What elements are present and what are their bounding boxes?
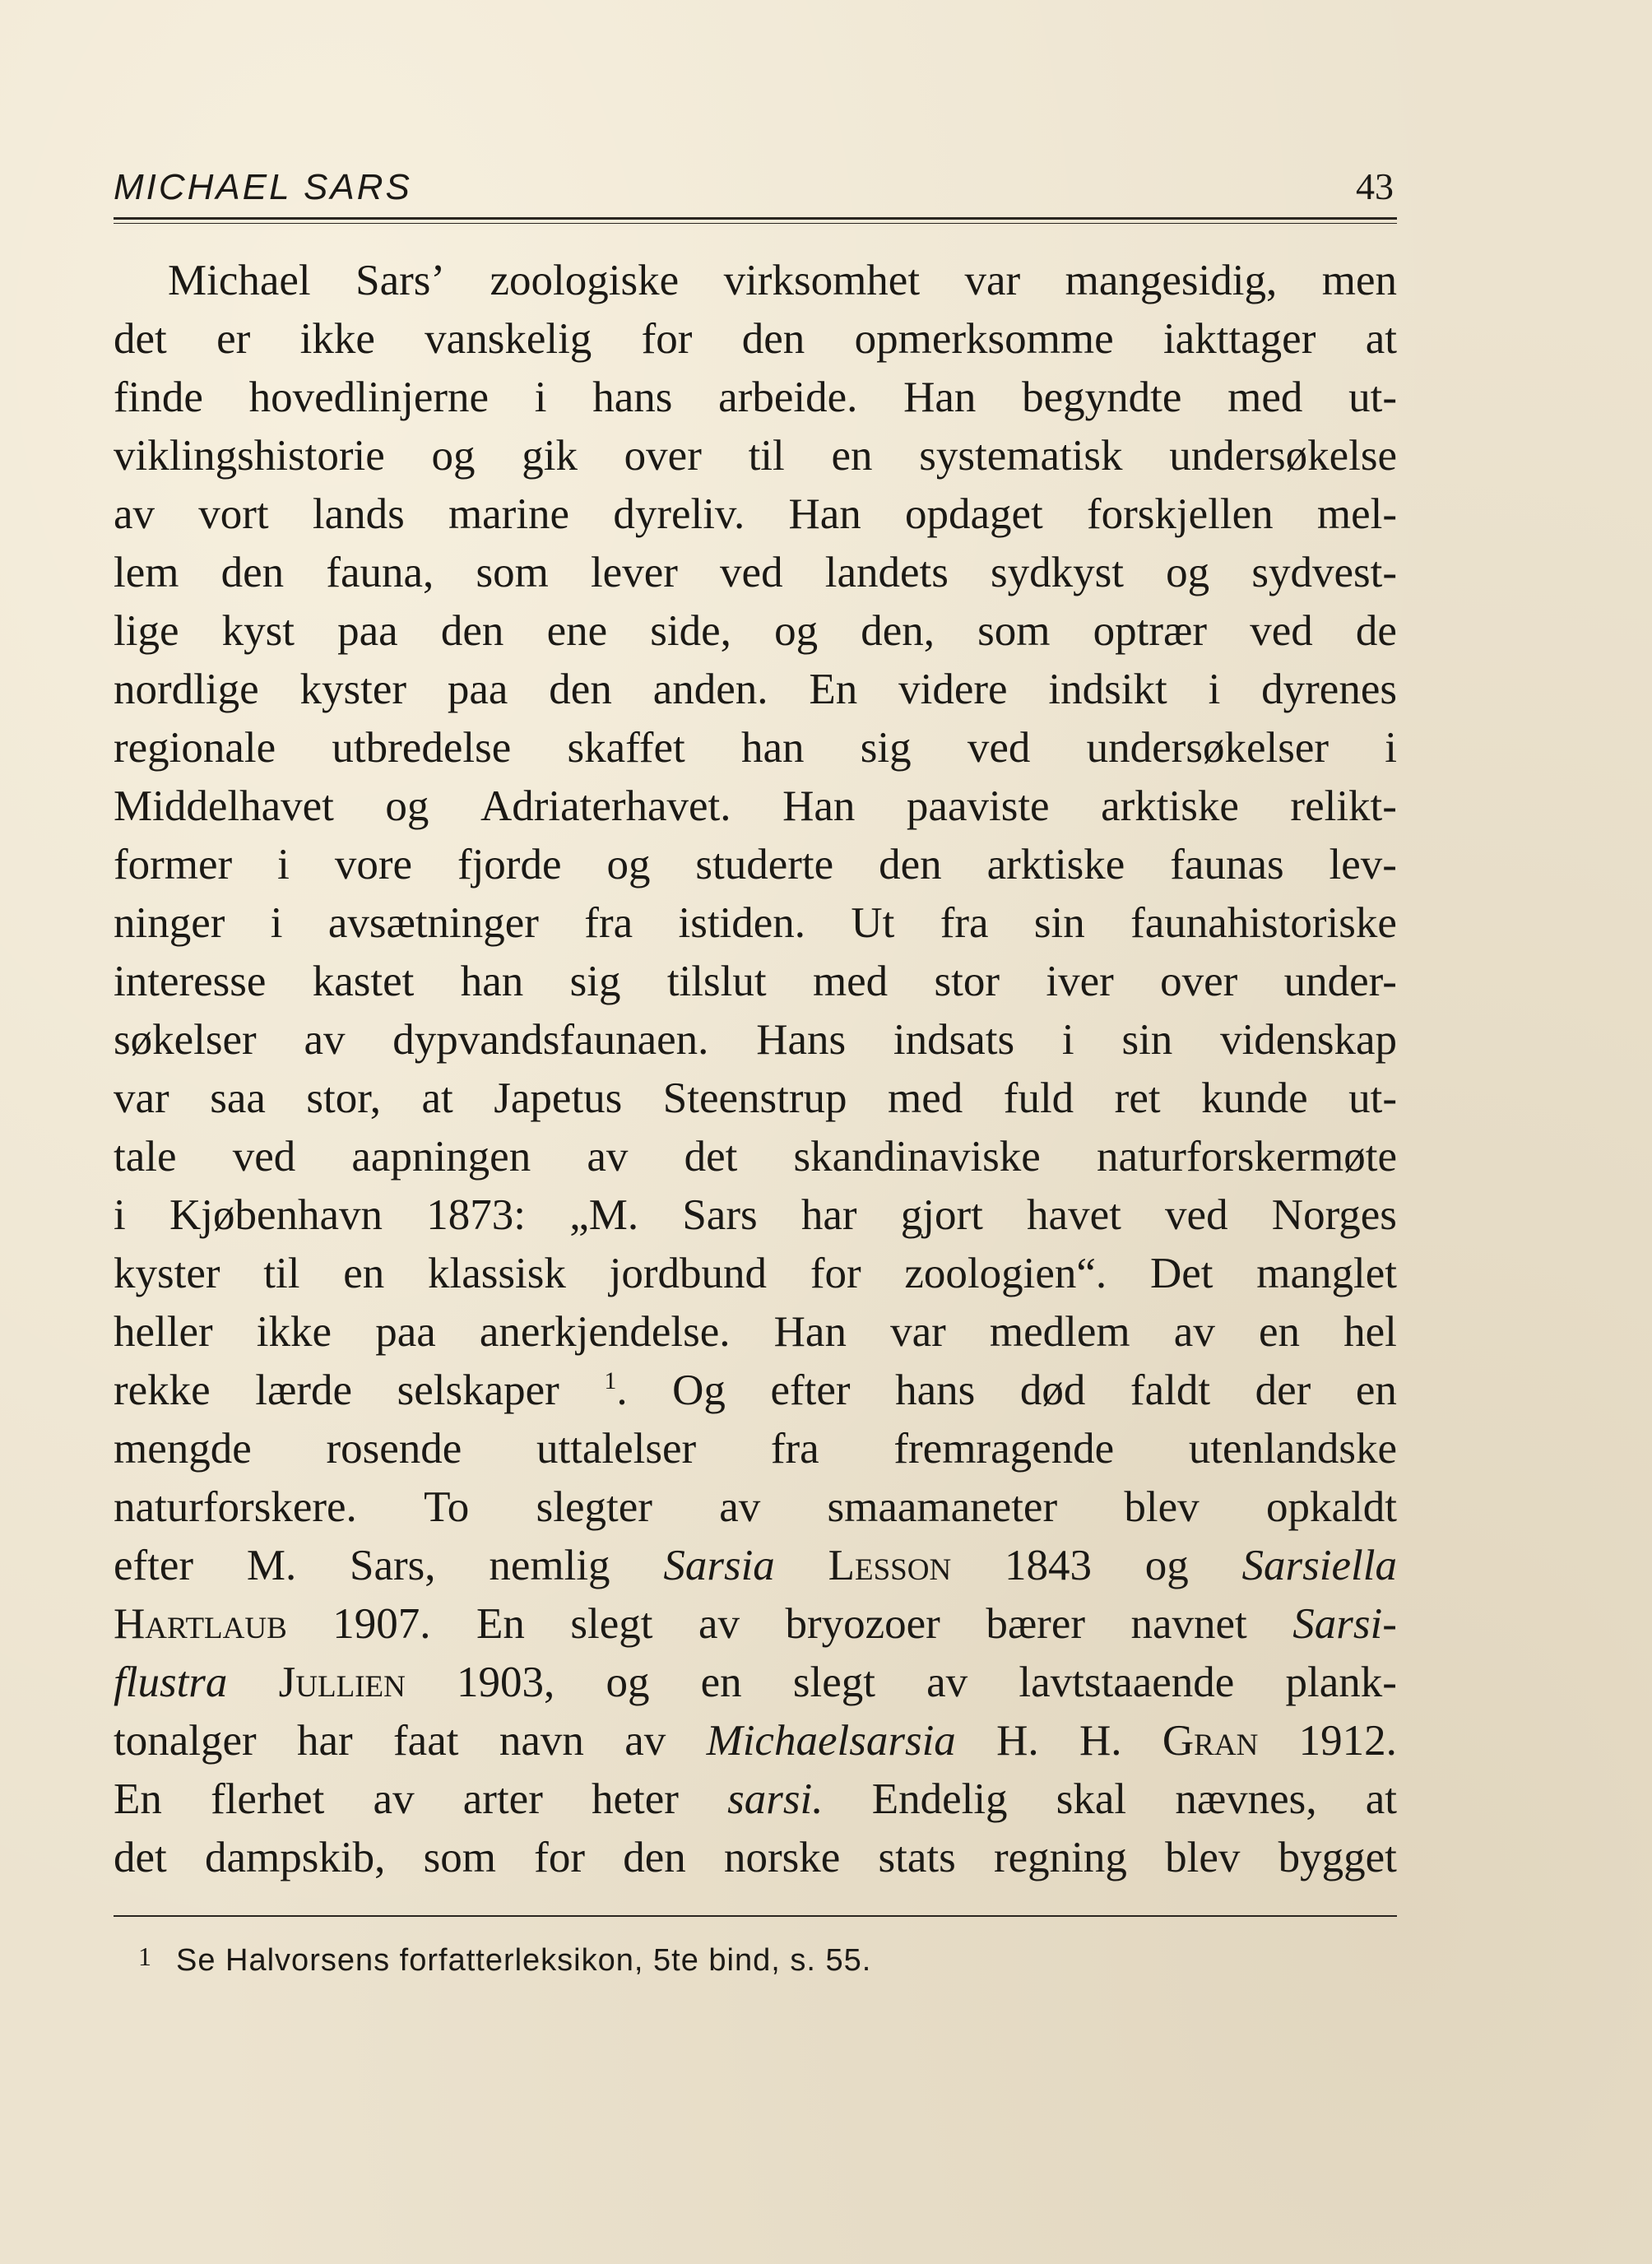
word: kunde xyxy=(1201,1074,1308,1122)
word: Japetus xyxy=(494,1074,623,1122)
word: forskjellen xyxy=(1087,490,1274,538)
word: og xyxy=(1144,1542,1189,1589)
word: klassisk xyxy=(428,1250,566,1297)
genus-name-sarsiflustra-end: flustra xyxy=(114,1659,228,1706)
running-title: MICHAEL SARS xyxy=(114,167,412,207)
word: Adriaterhavet. xyxy=(480,782,731,830)
text-line xyxy=(114,661,1397,719)
word: død xyxy=(1019,1366,1086,1414)
word: hans xyxy=(895,1366,976,1414)
text-line xyxy=(114,310,1397,369)
word: tale xyxy=(114,1133,177,1181)
word: arktiske xyxy=(1101,782,1239,830)
word: gjort xyxy=(900,1191,983,1239)
word: kyster xyxy=(114,1250,220,1297)
word: som xyxy=(423,1834,496,1881)
word: av xyxy=(114,490,155,538)
text-line xyxy=(114,252,1397,310)
word: . xyxy=(616,1366,628,1414)
word: avsætninger xyxy=(327,899,539,947)
word: utbredelse xyxy=(332,724,512,772)
word: lem xyxy=(114,549,179,596)
word: slegt xyxy=(792,1659,875,1706)
word: blev xyxy=(1165,1834,1241,1881)
word: av xyxy=(926,1659,968,1706)
word: side, xyxy=(650,607,731,655)
word: sin xyxy=(1121,1016,1173,1064)
word: i xyxy=(270,899,283,947)
word: var xyxy=(114,1074,169,1122)
word: var xyxy=(964,257,1021,304)
word: En xyxy=(114,1775,162,1823)
word: til xyxy=(748,432,785,480)
word: 1843 xyxy=(1004,1542,1092,1589)
word: en xyxy=(1258,1308,1300,1356)
page-number: 43 xyxy=(1356,165,1394,207)
word: anden. xyxy=(652,666,768,713)
word: dyrenes xyxy=(1261,666,1397,713)
word: i xyxy=(534,373,547,421)
word: lige xyxy=(114,607,179,655)
word: Og xyxy=(672,1366,726,1414)
word: nemlig xyxy=(489,1542,610,1589)
word: virksomhet xyxy=(723,257,921,304)
word: en xyxy=(343,1250,385,1297)
word: paa xyxy=(337,607,398,655)
word: dypvandsfaunaen. xyxy=(392,1016,709,1064)
word: Det xyxy=(1149,1250,1213,1297)
word: skal xyxy=(1056,1775,1127,1823)
word: har xyxy=(297,1717,353,1765)
word: stor, xyxy=(306,1074,382,1122)
word: 1873: xyxy=(426,1191,526,1239)
word: som xyxy=(977,607,1051,655)
word: at xyxy=(1365,1775,1397,1823)
word: og xyxy=(606,1659,650,1706)
word: vort xyxy=(198,490,269,538)
word: var xyxy=(890,1308,946,1356)
word: paa xyxy=(375,1308,436,1356)
word: ninger xyxy=(114,899,225,947)
word: selskaper xyxy=(397,1366,559,1414)
word: fra xyxy=(584,899,633,947)
word: Kjøbenhavn xyxy=(169,1191,383,1239)
word: over xyxy=(1160,958,1238,1005)
word: søkelser xyxy=(114,1016,257,1064)
word: heter xyxy=(592,1775,679,1823)
word: fremragende xyxy=(893,1425,1115,1473)
text-line xyxy=(114,777,1397,836)
text-line xyxy=(114,1537,1397,1595)
word: slegter xyxy=(536,1483,652,1531)
word: for xyxy=(810,1250,861,1297)
text-line xyxy=(114,1011,1397,1069)
word: en xyxy=(700,1659,742,1706)
word: ved xyxy=(232,1133,296,1181)
word: den xyxy=(623,1834,686,1881)
word: Endelig xyxy=(871,1775,1008,1823)
word: det xyxy=(114,315,167,363)
word: dampskib, xyxy=(204,1834,386,1881)
word: lands xyxy=(312,490,405,538)
word: at xyxy=(1365,315,1397,363)
word: sydkyst xyxy=(991,549,1124,596)
word: det xyxy=(684,1133,738,1181)
word: bærer xyxy=(986,1600,1085,1648)
text-line xyxy=(114,1654,1397,1712)
word: nævnes, xyxy=(1175,1775,1317,1823)
word: vore xyxy=(334,841,412,888)
word: arter xyxy=(462,1775,543,1823)
word: sig xyxy=(860,724,912,772)
word: jordbund xyxy=(609,1250,768,1297)
author-name-hartlaub: Hartlaub xyxy=(114,1600,287,1648)
word: paa xyxy=(447,666,508,713)
word: den xyxy=(220,549,285,596)
word: og xyxy=(606,841,651,888)
word: faat xyxy=(393,1717,459,1765)
word: fauna, xyxy=(326,549,434,596)
word: saa xyxy=(210,1074,266,1122)
text-line xyxy=(114,1186,1397,1245)
word: hovedlinjerne xyxy=(248,373,490,421)
word: istiden. xyxy=(678,899,806,947)
word: 1912. xyxy=(1298,1717,1397,1765)
word: En xyxy=(809,666,858,713)
word: 1903, xyxy=(457,1659,555,1706)
text-line xyxy=(114,602,1397,661)
word: smaamaneter xyxy=(827,1483,1058,1531)
text-line xyxy=(114,836,1397,894)
word: mangesidig, xyxy=(1065,257,1278,304)
word: systematisk xyxy=(919,432,1123,480)
word: og xyxy=(385,782,429,830)
author-name-lesson: Lesson xyxy=(828,1542,952,1589)
word: gik xyxy=(522,432,578,480)
author-name-gran: Gran xyxy=(1162,1717,1259,1765)
word: H. xyxy=(996,1717,1039,1765)
word: manglet xyxy=(1256,1250,1397,1297)
word: viklingshistorie xyxy=(114,432,385,480)
word: M. xyxy=(246,1542,297,1589)
word: 1907. xyxy=(332,1600,431,1648)
word: den, xyxy=(861,607,935,655)
word: Steenstrup xyxy=(662,1074,847,1122)
words-with-footnote: 1. xyxy=(604,1362,627,1420)
word: videnskap xyxy=(1220,1016,1397,1064)
word: stor xyxy=(934,958,1000,1005)
text-line xyxy=(114,1770,1397,1829)
word: Han xyxy=(773,1308,847,1356)
word: begyndte xyxy=(1022,373,1182,421)
word: fjorde xyxy=(457,841,562,888)
word: i xyxy=(277,841,290,888)
word: skaffet xyxy=(567,724,685,772)
word: skandinaviske xyxy=(793,1133,1041,1181)
word: aapningen xyxy=(351,1133,531,1181)
word: og xyxy=(1166,549,1210,596)
text-line xyxy=(114,1128,1397,1186)
word: arktiske xyxy=(986,841,1125,888)
text-line xyxy=(114,369,1397,427)
word: for xyxy=(641,315,693,363)
word: efter xyxy=(770,1366,851,1414)
word: det xyxy=(114,1834,167,1881)
word: og xyxy=(774,607,819,655)
word: sydvest- xyxy=(1251,549,1397,596)
word: av xyxy=(624,1717,666,1765)
word: iver xyxy=(1046,958,1114,1005)
word: optrær xyxy=(1093,607,1208,655)
word: den xyxy=(879,841,942,888)
word: norske xyxy=(723,1834,841,1881)
word: over xyxy=(624,432,702,480)
word: uttalelser xyxy=(536,1425,697,1473)
word: ut- xyxy=(1348,1074,1397,1122)
word: kyster xyxy=(299,666,407,713)
word: hel xyxy=(1343,1308,1397,1356)
word: faunas xyxy=(1170,841,1284,888)
body-text xyxy=(114,252,1397,1887)
footnote xyxy=(114,1942,1397,1979)
word: ved xyxy=(1165,1191,1228,1239)
word: indsikt xyxy=(1048,666,1167,713)
word: tilslut xyxy=(666,958,767,1005)
word: den xyxy=(440,607,504,655)
word: havet xyxy=(1027,1191,1121,1239)
word: interesse xyxy=(114,958,267,1005)
word: av xyxy=(719,1483,761,1531)
text-line xyxy=(114,1362,1397,1420)
word: Sars’ xyxy=(355,257,446,304)
word: han xyxy=(460,958,524,1005)
word: av xyxy=(373,1775,415,1823)
word: zoologiske xyxy=(490,257,680,304)
word: for xyxy=(534,1834,585,1881)
word: den xyxy=(741,315,805,363)
word: faunahistoriske xyxy=(1130,899,1397,947)
word: utenlandske xyxy=(1188,1425,1397,1473)
word: en xyxy=(831,432,873,480)
word: kyst xyxy=(221,607,295,655)
word: rosende xyxy=(326,1425,462,1473)
genus-name-sarsia: Sarsia xyxy=(663,1542,775,1589)
text-line xyxy=(114,1595,1397,1654)
word: iakttager xyxy=(1162,315,1316,363)
text-line xyxy=(114,719,1397,777)
word: mel- xyxy=(1316,490,1397,538)
word: plank- xyxy=(1285,1659,1397,1706)
word: marine xyxy=(448,490,570,538)
word: opkaldt xyxy=(1265,1483,1397,1531)
text-line xyxy=(114,427,1397,485)
word: Han xyxy=(788,490,861,538)
word: Middelhavet xyxy=(114,782,334,830)
word: ut- xyxy=(1348,373,1397,421)
word: mengde xyxy=(114,1425,252,1473)
word: han xyxy=(740,724,805,772)
word: heller xyxy=(114,1308,213,1356)
word: bryozoer xyxy=(785,1600,940,1648)
word: men xyxy=(1321,257,1397,304)
word: regionale xyxy=(114,724,276,772)
word: Sars, xyxy=(350,1542,436,1589)
word: er xyxy=(216,315,251,363)
word: i xyxy=(1208,666,1221,713)
word: finde xyxy=(114,373,203,421)
word: ene xyxy=(546,607,608,655)
word: Norges xyxy=(1271,1191,1397,1239)
word: undersøkelser xyxy=(1086,724,1329,772)
word: i xyxy=(1385,724,1397,772)
word: vanskelig xyxy=(425,315,592,363)
word: bygget xyxy=(1278,1834,1397,1881)
word: med xyxy=(888,1074,963,1122)
text-line xyxy=(114,544,1397,602)
word: landets xyxy=(824,549,949,596)
word: har xyxy=(800,1191,857,1239)
text-line xyxy=(114,1478,1397,1537)
word: slegt xyxy=(570,1600,653,1648)
word: indsats xyxy=(893,1016,1015,1064)
word: relikt- xyxy=(1290,782,1397,830)
word: lærde xyxy=(255,1366,353,1414)
word: under- xyxy=(1283,958,1397,1005)
text-line xyxy=(114,1303,1397,1362)
text-line xyxy=(114,485,1397,544)
word: naturforskere. xyxy=(114,1483,357,1531)
word: navn xyxy=(499,1717,584,1765)
word: opmerksomme xyxy=(854,315,1114,363)
word: H. xyxy=(1079,1717,1122,1765)
word: ved xyxy=(720,549,783,596)
word: der xyxy=(1255,1366,1311,1414)
word: opdaget xyxy=(905,490,1043,538)
word: til xyxy=(263,1250,300,1297)
genus-name-sarsiflustra-part: Sarsi- xyxy=(1292,1600,1397,1648)
word: videre xyxy=(898,666,1008,713)
word: lever xyxy=(590,549,678,596)
word: den xyxy=(549,666,612,713)
word: En xyxy=(476,1600,525,1648)
word: studerte xyxy=(695,841,834,888)
word: fuld xyxy=(1003,1074,1074,1122)
word: naturforskermøte xyxy=(1097,1133,1397,1181)
word: ikke xyxy=(299,315,375,363)
word: „M. xyxy=(569,1191,639,1239)
word: at xyxy=(421,1074,453,1122)
word: kastet xyxy=(312,958,415,1005)
text-line xyxy=(114,1245,1397,1303)
footnote-text: Se Halvorsens forfatterleksikon, 5te bind, s. 55. xyxy=(176,1943,872,1978)
word: medlem xyxy=(989,1308,1130,1356)
word: fra xyxy=(770,1425,819,1473)
word: ret xyxy=(1114,1074,1161,1122)
word: Ut xyxy=(851,899,895,947)
word: sig xyxy=(569,958,621,1005)
word: stats xyxy=(878,1834,956,1881)
word: Michael xyxy=(168,257,311,304)
word: lev- xyxy=(1329,841,1397,888)
word: Han xyxy=(903,373,977,421)
species-name-sarsi: sarsi. xyxy=(727,1775,824,1823)
word: tonalger xyxy=(114,1717,257,1765)
word: Sars xyxy=(682,1191,758,1239)
word: anerkjendelse. xyxy=(479,1308,731,1356)
word: Han xyxy=(782,782,856,830)
word: To xyxy=(424,1483,470,1531)
genus-name-sarsiella: Sarsiella xyxy=(1241,1542,1397,1589)
word: fra xyxy=(940,899,989,947)
text-line xyxy=(114,1829,1397,1887)
text-line xyxy=(114,1069,1397,1128)
word: og xyxy=(431,432,476,480)
running-head xyxy=(114,156,1397,206)
word: av xyxy=(587,1133,629,1181)
word: sin xyxy=(1033,899,1085,947)
word: av xyxy=(698,1600,740,1648)
word: efter xyxy=(114,1542,194,1589)
text-line xyxy=(114,1712,1397,1770)
word: rekke xyxy=(114,1366,211,1414)
word: med xyxy=(812,958,889,1005)
word: som xyxy=(476,549,549,596)
word: arbeide. xyxy=(718,373,858,421)
text-line xyxy=(114,894,1397,953)
word: hans xyxy=(592,373,673,421)
word: Hans xyxy=(756,1016,847,1064)
text-line xyxy=(114,953,1397,1011)
word: zoologien“. xyxy=(904,1250,1107,1297)
footnote-marker: 1 xyxy=(138,1942,152,1971)
book-page xyxy=(114,156,1397,1979)
word: ved xyxy=(967,724,1031,772)
word: undersøkelse xyxy=(1169,432,1397,480)
word: faldt xyxy=(1130,1366,1211,1414)
word: av xyxy=(304,1016,346,1064)
word: av xyxy=(1173,1308,1215,1356)
word: former xyxy=(114,841,233,888)
word: ikke xyxy=(256,1308,332,1356)
word: en xyxy=(1355,1366,1397,1414)
word: i xyxy=(1061,1016,1074,1064)
word: flerhet xyxy=(211,1775,325,1823)
word: med xyxy=(1227,373,1303,421)
word: de xyxy=(1355,607,1397,655)
word: ved xyxy=(1250,607,1313,655)
word: regning xyxy=(994,1834,1127,1881)
text-line xyxy=(114,1420,1397,1478)
word: i xyxy=(114,1191,126,1239)
word: blev xyxy=(1124,1483,1200,1531)
word: nordlige xyxy=(114,666,259,713)
word: paaviste xyxy=(906,782,1050,830)
word: lavtstaaende xyxy=(1019,1659,1235,1706)
genus-name-michaelsarsia: Michaelsarsia xyxy=(706,1717,956,1765)
footnote-rule xyxy=(114,1915,1397,1917)
word: dyreliv. xyxy=(613,490,745,538)
word: navnet xyxy=(1130,1600,1247,1648)
header-rule xyxy=(114,217,1397,224)
author-name-jullien: Jullien xyxy=(278,1659,406,1706)
